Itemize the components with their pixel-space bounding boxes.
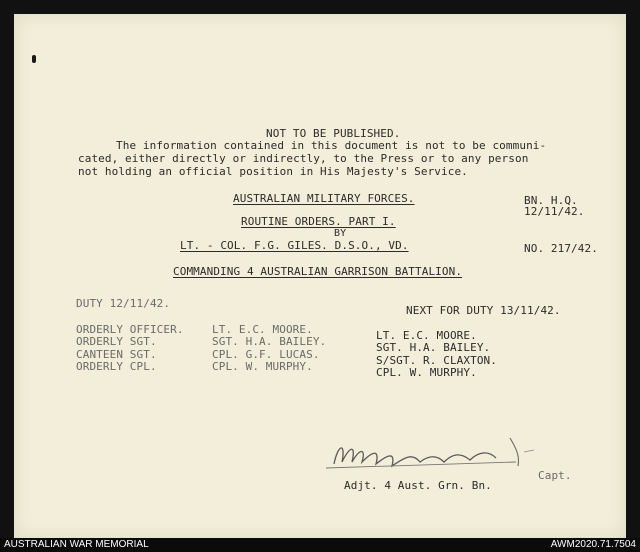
duty-role: ORDERLY OFFICER. (76, 323, 184, 336)
by-label: BY (334, 228, 347, 239)
order-number: NO. 217/42. (524, 242, 598, 255)
notice-line-1: The information contained in this document is not to be communi- (116, 139, 547, 152)
commander-name: LT. - COL. F.G. GILES. D.S.O., VD. (180, 239, 409, 252)
next-duty-heading: NEXT FOR DUTY 13/11/42. (406, 304, 561, 317)
duty-today: SGT. H.A. BAILEY. (212, 335, 327, 348)
routine-orders-title: ROUTINE ORDERS. PART I. (241, 215, 396, 228)
not-published-heading: NOT TO BE PUBLISHED. (266, 127, 401, 140)
duty-next: CPL. W. MURPHY. (376, 366, 477, 379)
notice-line-3: not holding an official position in His Majesty's Service. (78, 165, 468, 178)
ink-spot (32, 55, 36, 63)
force-title: AUSTRALIAN MILITARY FORCES. (233, 192, 415, 205)
duty-role: CANTEEN SGT. (76, 348, 157, 361)
duty-role: ORDERLY SGT. (76, 335, 157, 348)
notice-line-2: cated, either directly or indirectly, to the Press or to any person (78, 152, 529, 165)
duty-next: LT. E.C. MOORE. (376, 329, 477, 342)
duty-next: S/SGT. R. CLAXTON. (376, 354, 498, 367)
order-date: 12/11/42. (524, 205, 585, 218)
signature-rank: Capt. (538, 469, 572, 482)
duty-today: CPL. W. MURPHY. (212, 360, 313, 373)
duty-heading: DUTY 12/11/42. (76, 297, 171, 310)
hq-label: BN. H.Q. (524, 194, 578, 207)
duty-role: ORDERLY CPL. (76, 360, 157, 373)
signature-title: Adjt. 4 Aust. Grn. Bn. (344, 479, 492, 492)
footer-institution: AUSTRALIAN WAR MEMORIAL (4, 539, 149, 550)
duty-today: CPL. G.F. LUCAS. (212, 348, 320, 361)
footer-reference: AWM2020.71.7504 (550, 539, 636, 550)
duty-next: SGT. H.A. BAILEY. (376, 341, 491, 354)
duty-today: LT. E.C. MOORE. (212, 323, 313, 336)
unit-title: COMMANDING 4 AUSTRALIAN GARRISON BATTALION. (173, 265, 463, 278)
handwritten-signature (320, 432, 550, 476)
archive-footer (0, 538, 640, 552)
